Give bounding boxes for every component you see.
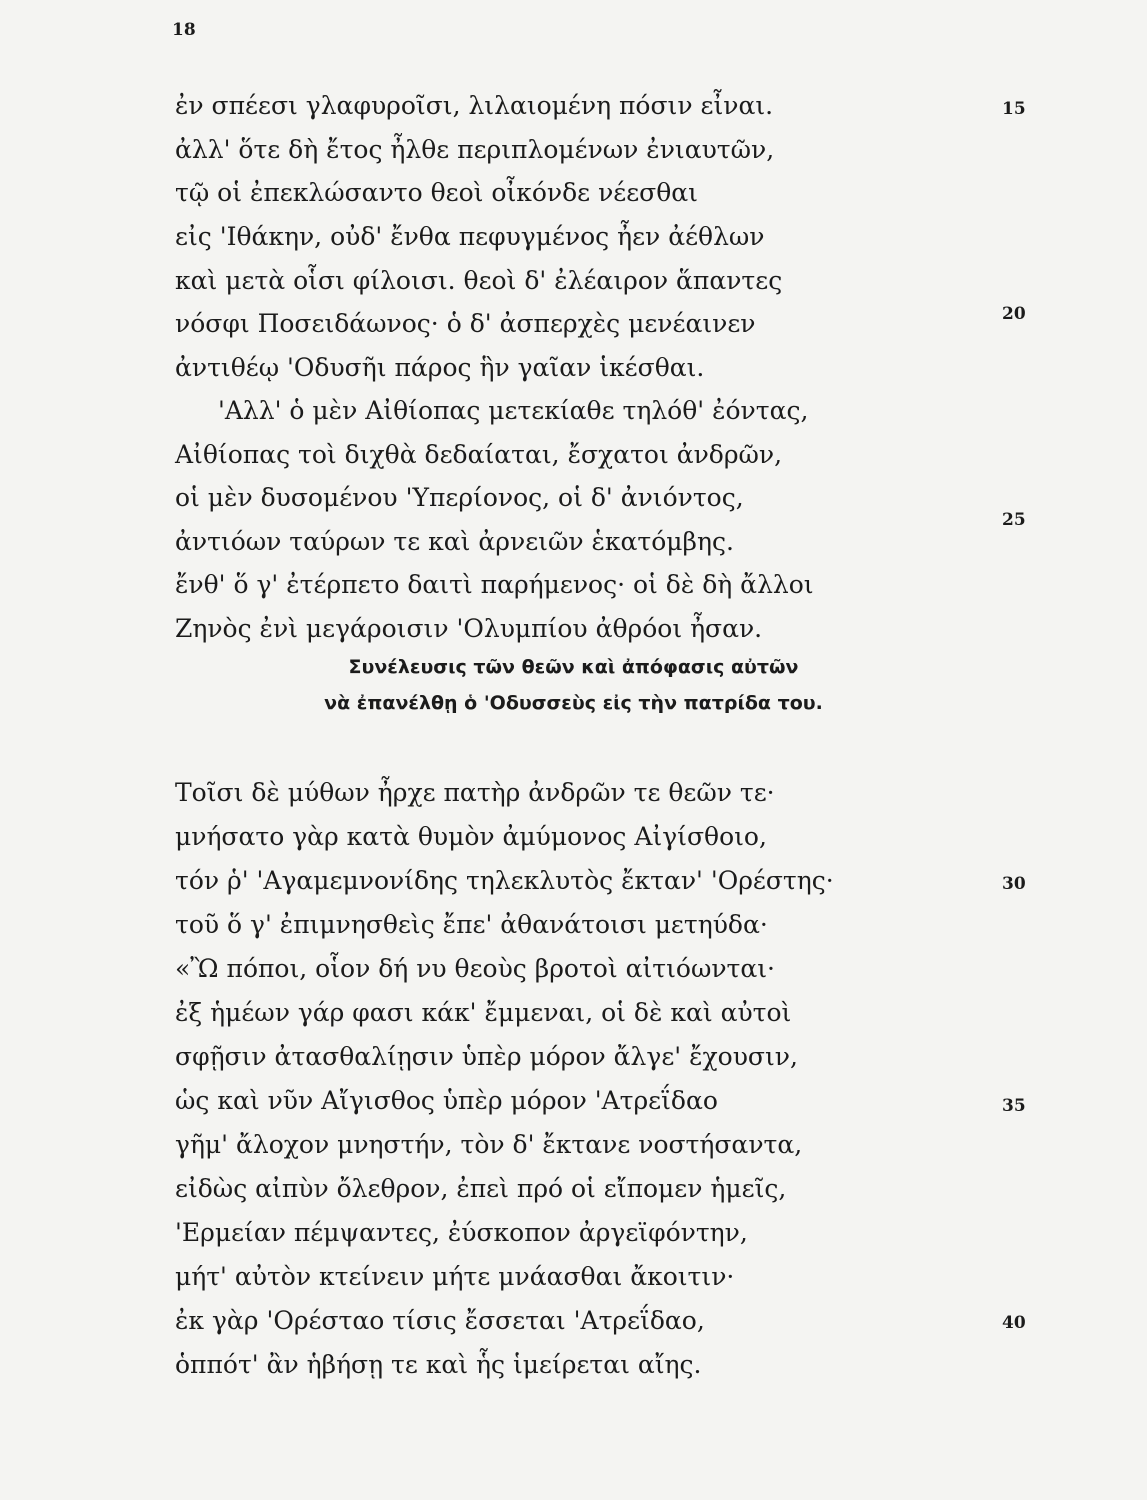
verse-line: εἰδὼς αἰπὺν ὄλεθρον, ἐπεὶ πρό οἱ εἴπομεν ἡμεῖς,: [175, 1174, 787, 1203]
verse-line: ἐκ γὰρ 'Ορέσταο τίσις ἔσσεται 'Ατρεΐδαο,: [175, 1306, 705, 1335]
verse-line: Ζηνὸς ἐνὶ μεγάροισιν 'Ολυμπίου ἀθρόοι ἦσαν.: [175, 614, 763, 643]
verse-line: Αἰθίοπας τοὶ διχθὰ δεδαίαται, ἔσχατοι ἀνδρῶν,: [175, 440, 783, 469]
verse-line: σφῇσιν ἀτασθαλίῃσιν ὑπὲρ μόρον ἄλγε' ἔχουσιν,: [175, 1042, 798, 1071]
verse-line: «Ὢ πόποι, οἷον δή νυ θεοὺς βροτοὶ αἰτιόωνται·: [175, 954, 775, 983]
verse-line: 'Ερμείαν πέμψαντες, ἐύσκοπον ἀργεϊφόντην,: [175, 1218, 748, 1247]
line-number: 40: [1002, 1313, 1026, 1333]
verse-line: μήτ' αὐτὸν κτείνειν μήτε μνάασθαι ἄκοιτιν·: [175, 1262, 735, 1291]
section-heading-line-1: Συνέλευσις τῶν θεῶν καὶ ἀπόφασις αὐτῶν: [348, 656, 799, 678]
line-number: 25: [1002, 510, 1026, 530]
verse-line: γῆμ' ἄλοχον μνηστήν, τὸν δ' ἔκτανε νοστήσαντα,: [175, 1130, 803, 1159]
verse-line: ἀλλ' ὅτε δὴ ἔτος ἦλθε περιπλομένων ἐνιαυτῶν,: [175, 135, 775, 164]
section-heading-line-2: νὰ ἐπανέλθῃ ὁ 'Οδυσσεὺς εἰς τὴν πατρίδα του.: [324, 692, 823, 714]
line-number: 20: [1002, 304, 1026, 324]
verse-line: μνήσατο γὰρ κατὰ θυμὸν ἀμύμονος Αἰγίσθοιο,: [175, 822, 767, 851]
verse-line: καὶ μετὰ οἷσι φίλοισι. θεοὶ δ' ἐλέαιρον ἅπαντες: [175, 266, 783, 295]
verse-line: ἀντιόων ταύρων τε καὶ ἀρνειῶν ἑκατόμβης.: [175, 527, 734, 556]
verse-line: ἀντιθέῳ 'Οδυσῆι πάρος ἣν γαῖαν ἱκέσθαι.: [175, 353, 705, 382]
verse-line: νόσφι Ποσειδάωνος· ὁ δ' ἀσπερχὲς μενέαινεν: [175, 309, 756, 338]
verse-line: εἰς 'Ιθάκην, οὐδ' ἔνθα πεφυγμένος ἦεν ἀέθλων: [175, 222, 765, 251]
verse-line: οἱ μὲν δυσομένου 'Υπερίονος, οἱ δ' ἀνιόντος,: [175, 483, 744, 512]
verse-line: τοῦ ὅ γ' ἐπιμνησθεὶς ἔπε' ἀθανάτοισι μετηύδα·: [175, 910, 768, 939]
line-number: 35: [1002, 1096, 1026, 1116]
verse-line: τῷ οἱ ἐπεκλώσαντο θεοὶ οἶκόνδε νέεσθαι: [175, 178, 698, 207]
verse-line: Τοῖσι δὲ μύθων ἦρχε πατὴρ ἀνδρῶν τε θεῶν τε·: [175, 778, 775, 807]
line-number: 30: [1002, 874, 1026, 894]
line-number: 15: [1002, 99, 1026, 119]
verse-line: ἔνθ' ὅ γ' ἐτέρπετο δαιτὶ παρήμενος· οἱ δὲ δὴ ἄλλοι: [175, 570, 814, 599]
page-number: 18: [172, 20, 196, 40]
verse-line: 'Αλλ' ὁ μὲν Αἰθίοπας μετεκίαθε τηλόθ' ἐόντας,: [218, 396, 809, 425]
verse-line: ὡς καὶ νῦν Αἴγισθος ὑπὲρ μόρον 'Ατρεΐδαο: [175, 1086, 718, 1115]
verse-line: ἐξ ἡμέων γάρ φασι κάκ' ἔμμεναι, οἱ δὲ καὶ αὐτοὶ: [175, 998, 792, 1027]
verse-line: τόν ῥ' 'Αγαμεμνονίδης τηλεκλυτὸς ἔκταν' 'Ορέστης·: [175, 866, 834, 895]
verse-line: ὁππότ' ἂν ἡβήσῃ τε καὶ ἧς ἱμείρεται αἴης.: [175, 1350, 702, 1379]
verse-line: ἐν σπέεσι γλαφυροῖσι, λιλαιομένη πόσιν εἶναι.: [175, 91, 774, 120]
